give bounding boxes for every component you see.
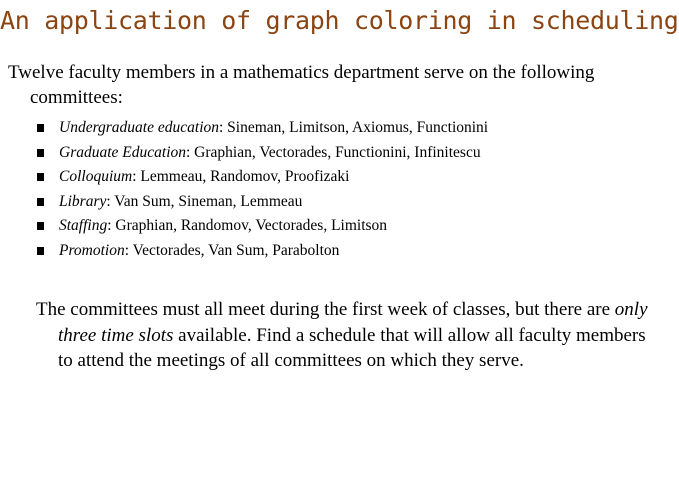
- committee-name: Promotion: [59, 241, 125, 259]
- committee-name: Library: [59, 192, 107, 210]
- task-paragraph: [36, 297, 648, 374]
- square-bullet-icon: [37, 173, 44, 181]
- committee-list: [37, 116, 627, 264]
- committee-name: Colloquium: [59, 168, 133, 186]
- committee-members: : Lemmeau, Randomov, Proofizaki: [132, 168, 350, 186]
- square-bullet-icon: [37, 149, 44, 157]
- committee-name: Staffing: [59, 217, 108, 235]
- committee-members: : Graphian, Randomov, Vectorades, Limitson: [107, 217, 388, 235]
- committee-name: Graduate Education: [59, 143, 186, 161]
- committee-item-colloquium: [37, 165, 627, 190]
- square-bullet-icon: [37, 198, 44, 206]
- task-text-before: The committees must all meet during the first week of classes, but there are: [36, 299, 615, 320]
- committee-name: Undergraduate education: [59, 119, 219, 136]
- committee-members: : Sineman, Limitson, Axiomus, Functionini: [219, 119, 489, 136]
- square-bullet-icon: [37, 247, 44, 255]
- task-emphasis: only three time slots: [58, 299, 648, 346]
- committee-members: : Van Sum, Sineman, Lemmeau: [106, 192, 303, 210]
- task-text-after: available. Find a schedule that will allow all faculty members to attend the meetings of all committees on which they serve.: [58, 324, 646, 371]
- committee-item-graduate: [37, 141, 627, 166]
- committee-item-promotion: [37, 239, 627, 264]
- committee-members: : Vectorades, Van Sum, Parabolton: [124, 241, 340, 259]
- square-bullet-icon: [37, 222, 44, 230]
- intro-paragraph: Twelve faculty members in a mathematics department serve on the following committees:: [8, 62, 595, 108]
- slide-title: An application of graph coloring in scheduling: [0, 6, 679, 35]
- square-bullet-icon: [37, 124, 44, 132]
- committee-item-library: [37, 190, 627, 215]
- committee-item-undergraduate: [37, 116, 627, 141]
- committee-item-staffing: [37, 214, 627, 239]
- committee-members: : Graphian, Vectorades, Functionini, Infinitescu: [186, 143, 481, 161]
